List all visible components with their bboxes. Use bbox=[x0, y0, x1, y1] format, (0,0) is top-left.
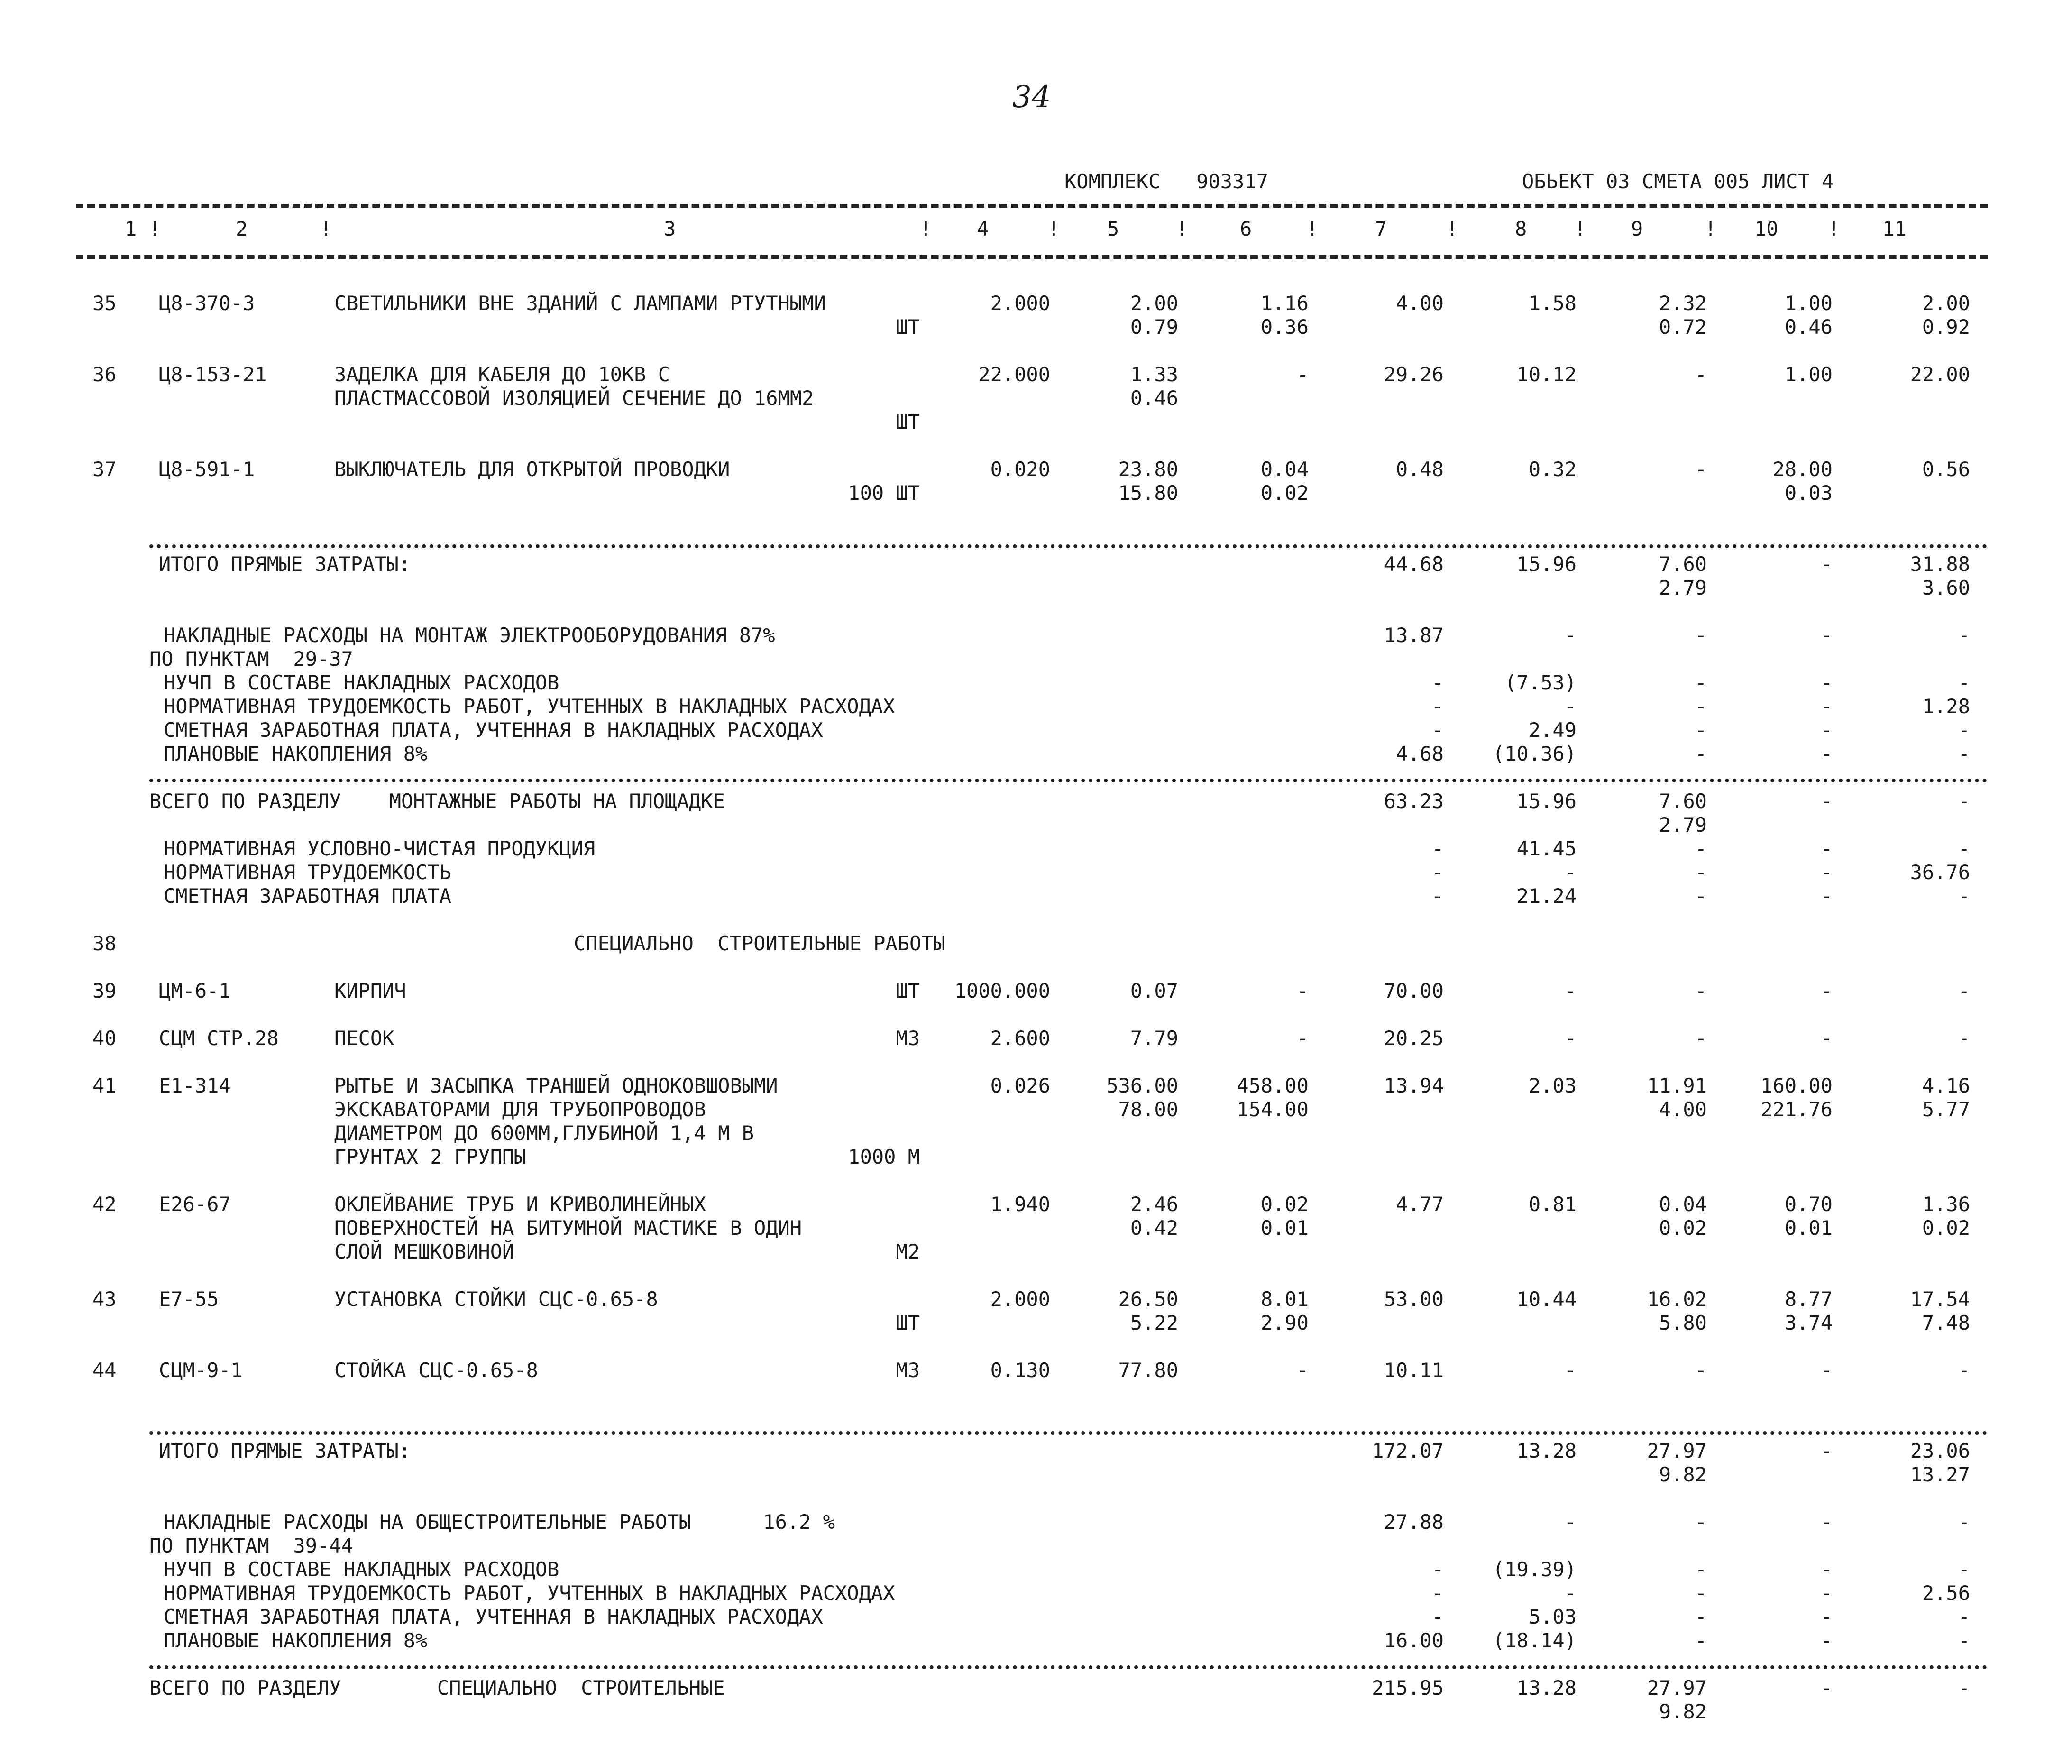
row-unit: ШТ bbox=[896, 1311, 920, 1334]
total-c10: - bbox=[1820, 1439, 1833, 1462]
section-total-c10: - bbox=[1820, 1676, 1833, 1700]
row-c9: - bbox=[1695, 1359, 1707, 1382]
overhead-c10: - bbox=[1820, 1510, 1833, 1534]
column-header-label: ! bbox=[1705, 217, 1717, 240]
total-c7: 172.07 bbox=[1372, 1439, 1444, 1462]
row-unit: М3 bbox=[896, 1027, 920, 1050]
norm-line: НОРМАТИВНАЯ УСЛОВНО-ЧИСТАЯ ПРОДУКЦИЯ bbox=[164, 837, 596, 860]
row-number: 38 bbox=[92, 932, 117, 955]
row-c4: 1.940 bbox=[990, 1193, 1050, 1216]
column-header-label: 8 bbox=[1515, 217, 1527, 240]
row-c4: 2.600 bbox=[990, 1027, 1050, 1050]
row-c11: 2.00 bbox=[1922, 292, 1970, 315]
overhead-c11: - bbox=[1958, 1558, 1970, 1581]
overhead-c9: - bbox=[1695, 1558, 1707, 1581]
row-c6: - bbox=[1296, 1359, 1309, 1382]
row-c8: 1.58 bbox=[1528, 292, 1577, 315]
column-header-label: 9 bbox=[1631, 217, 1643, 240]
row-c7: 29.26 bbox=[1384, 363, 1444, 386]
overhead-line: НАКЛАДНЫЕ РАСХОДЫ НА МОНТАЖ ЭЛЕКТРООБОРУДОВАНИЯ 87% bbox=[164, 624, 775, 647]
row-c6: 2.90 bbox=[1260, 1311, 1309, 1334]
total-c7: 44.68 bbox=[1384, 552, 1444, 576]
row-code: Е26-67 bbox=[159, 1193, 231, 1216]
column-header-label: 2 bbox=[236, 217, 248, 240]
row-c11: - bbox=[1958, 1359, 1970, 1382]
total-c8: 13.28 bbox=[1516, 1439, 1577, 1462]
overhead-c8: 5.03 bbox=[1528, 1605, 1577, 1628]
overhead-c9: - bbox=[1695, 1605, 1707, 1628]
row-c11: - bbox=[1958, 1027, 1970, 1050]
section-total-c8: 15.96 bbox=[1516, 790, 1577, 813]
total-c9: 2.79 bbox=[1659, 576, 1707, 599]
row-description: СВЕТИЛЬНИКИ ВНЕ ЗДАНИЙ С ЛАМПАМИ РТУТНЫМИ bbox=[334, 292, 826, 315]
overhead-c7: 4.68 bbox=[1395, 742, 1444, 765]
section-total-c10: - bbox=[1820, 790, 1833, 813]
row-c10: 0.01 bbox=[1784, 1216, 1833, 1240]
overhead-line: ПЛАНОВЫЕ НАКОПЛЕНИЯ 8% bbox=[164, 1629, 428, 1652]
overhead-c11: 1.28 bbox=[1922, 695, 1970, 718]
row-c10: - bbox=[1820, 1027, 1833, 1050]
row-c6: 0.02 bbox=[1260, 1193, 1309, 1216]
row-c8: 0.32 bbox=[1528, 458, 1577, 481]
overhead-c9: - bbox=[1695, 1581, 1707, 1605]
row-c4: 0.020 bbox=[990, 458, 1050, 481]
row-number: 42 bbox=[92, 1193, 117, 1216]
header-complex: КОМПЛЕКС 903317 bbox=[1064, 170, 1268, 193]
row-c11: 0.92 bbox=[1922, 315, 1970, 339]
overhead-c9: - bbox=[1695, 742, 1707, 765]
section-total-c7: 63.23 bbox=[1384, 790, 1444, 813]
row-c10: 1.00 bbox=[1784, 292, 1833, 315]
row-c10: 8.77 bbox=[1784, 1287, 1833, 1311]
row-code: Ц8-370-3 bbox=[159, 292, 255, 315]
section-total-label: ВСЕГО ПО РАЗДЕЛУ МОНТАЖНЫЕ РАБОТЫ НА ПЛОЩАДКЕ bbox=[149, 790, 725, 813]
row-unit: ШТ bbox=[896, 979, 920, 1002]
row-c8: - bbox=[1564, 1027, 1577, 1050]
overhead-line: СМЕТНАЯ ЗАРАБОТНАЯ ПЛАТА, УЧТЕННАЯ В НАКЛАДНЫХ РАСХОДАХ bbox=[164, 1605, 823, 1628]
row-description: СЛОЙ МЕШКОВИНОЙ bbox=[334, 1240, 514, 1263]
row-c11: - bbox=[1958, 979, 1970, 1002]
total-c8: 15.96 bbox=[1516, 552, 1577, 576]
overhead-c10: - bbox=[1820, 624, 1833, 647]
row-c7: 53.00 bbox=[1384, 1287, 1444, 1311]
dotted-rule bbox=[149, 1665, 1988, 1669]
row-number: 37 bbox=[92, 458, 117, 481]
overhead-c11: - bbox=[1958, 624, 1970, 647]
row-c9: 0.02 bbox=[1659, 1216, 1707, 1240]
column-header-label: ! bbox=[1048, 217, 1060, 240]
overhead-line: ПЛАНОВЫЕ НАКОПЛЕНИЯ 8% bbox=[164, 742, 428, 765]
overhead-c7: - bbox=[1431, 671, 1444, 694]
overhead-line: ПО ПУНКТАМ 29-37 bbox=[149, 647, 353, 671]
section-total-c9: 7.60 bbox=[1659, 790, 1707, 813]
header-rule-bottom bbox=[76, 255, 1988, 259]
row-c11: 1.36 bbox=[1922, 1193, 1970, 1216]
row-c5: 15.80 bbox=[1118, 481, 1178, 505]
norm-c11: 36.76 bbox=[1910, 861, 1970, 884]
row-c11: 4.16 bbox=[1922, 1074, 1970, 1097]
section-total-c8: 13.28 bbox=[1516, 1676, 1577, 1700]
total-c11: 3.60 bbox=[1922, 576, 1970, 599]
row-c8: 10.44 bbox=[1516, 1287, 1577, 1311]
row-c10: 221.76 bbox=[1760, 1098, 1833, 1121]
overhead-c8: (19.39) bbox=[1492, 1558, 1577, 1581]
row-c11: 17.54 bbox=[1910, 1287, 1970, 1311]
norm-c8: 21.24 bbox=[1516, 884, 1577, 908]
row-c7: 10.11 bbox=[1384, 1359, 1444, 1382]
row-description: ГРУНТАХ 2 ГРУППЫ bbox=[334, 1145, 526, 1168]
row-number: 41 bbox=[92, 1074, 117, 1097]
row-c5: 78.00 bbox=[1118, 1098, 1178, 1121]
total-label: ИТОГО ПРЯМЫЕ ЗАТРАТЫ: bbox=[159, 552, 411, 576]
row-c5: 77.80 bbox=[1118, 1359, 1178, 1382]
overhead-c8: - bbox=[1564, 1581, 1577, 1605]
row-number: 36 bbox=[92, 363, 117, 386]
row-number: 35 bbox=[92, 292, 117, 315]
row-c5: 0.42 bbox=[1130, 1216, 1178, 1240]
overhead-c8: (10.36) bbox=[1492, 742, 1577, 765]
section-total-c9: 9.82 bbox=[1659, 1700, 1707, 1723]
overhead-c11: - bbox=[1958, 1510, 1970, 1534]
row-c4: 1000.000 bbox=[954, 979, 1050, 1002]
column-header-label: 4 bbox=[977, 217, 989, 240]
row-c11: 0.56 bbox=[1922, 458, 1970, 481]
row-code: ЦМ-6-1 bbox=[159, 979, 231, 1002]
row-description: ОКЛЕЙВАНИЕ ТРУБ И КРИВОЛИНЕЙНЫХ bbox=[334, 1193, 706, 1216]
row-description: ПЕСОК bbox=[334, 1027, 394, 1050]
overhead-c10: - bbox=[1820, 1581, 1833, 1605]
section-total-c7: 215.95 bbox=[1372, 1676, 1444, 1700]
row-c8: 2.03 bbox=[1528, 1074, 1577, 1097]
total-c9: 27.97 bbox=[1647, 1439, 1707, 1462]
overhead-c11: - bbox=[1958, 1629, 1970, 1652]
total-c10: - bbox=[1820, 552, 1833, 576]
overhead-line: НУЧП В СОСТАВЕ НАКЛАДНЫХ РАСХОДОВ bbox=[164, 1558, 559, 1581]
row-number: 43 bbox=[92, 1287, 117, 1311]
overhead-c7: - bbox=[1431, 1558, 1444, 1581]
row-description: ЗАДЕЛКА ДЛЯ КАБЕЛЯ ДО 10КВ С bbox=[334, 363, 670, 386]
total-c11: 31.88 bbox=[1910, 552, 1970, 576]
overhead-line: НАКЛАДНЫЕ РАСХОДЫ НА ОБЩЕСТРОИТЕЛЬНЫЕ РАБОТЫ 16.2 % bbox=[164, 1510, 835, 1534]
norm-c7: - bbox=[1431, 884, 1444, 908]
row-c5: 7.79 bbox=[1130, 1027, 1178, 1050]
row-c4: 0.026 bbox=[990, 1074, 1050, 1097]
row-description: ПЛАСТМАССОВОЙ ИЗОЛЯЦИЕЙ СЕЧЕНИЕ ДО 16ММ2 bbox=[334, 386, 814, 410]
overhead-c10: - bbox=[1820, 1558, 1833, 1581]
overhead-c8: - bbox=[1564, 695, 1577, 718]
overhead-c7: 27.88 bbox=[1384, 1510, 1444, 1534]
row-c6: 1.16 bbox=[1260, 292, 1309, 315]
column-header-label: ! bbox=[320, 217, 332, 240]
section-total-c11: - bbox=[1958, 790, 1970, 813]
overhead-c7: - bbox=[1431, 718, 1444, 742]
row-c8: 0.81 bbox=[1528, 1193, 1577, 1216]
row-c4: 2.000 bbox=[990, 1287, 1050, 1311]
column-header-label: ! bbox=[1306, 217, 1319, 240]
row-c9: 0.04 bbox=[1659, 1193, 1707, 1216]
overhead-line: ПО ПУНКТАМ 39-44 bbox=[149, 1534, 353, 1557]
row-c6: 8.01 bbox=[1260, 1287, 1309, 1311]
column-header-label: 11 bbox=[1882, 217, 1907, 240]
row-c10: 28.00 bbox=[1772, 458, 1833, 481]
norm-c9: - bbox=[1695, 837, 1707, 860]
norm-c9: - bbox=[1695, 861, 1707, 884]
row-c10: 0.70 bbox=[1784, 1193, 1833, 1216]
row-c6: 458.00 bbox=[1237, 1074, 1309, 1097]
overhead-c10: - bbox=[1820, 718, 1833, 742]
row-unit: М3 bbox=[896, 1359, 920, 1382]
section-total-c11: - bbox=[1958, 1676, 1970, 1700]
overhead-c7: - bbox=[1431, 695, 1444, 718]
overhead-c10: - bbox=[1820, 1629, 1833, 1652]
overhead-c8: (7.53) bbox=[1504, 671, 1577, 694]
dotted-rule bbox=[149, 544, 1988, 548]
row-c6: - bbox=[1296, 363, 1309, 386]
row-description: КИРПИЧ bbox=[334, 979, 406, 1002]
overhead-c8: 2.49 bbox=[1528, 718, 1577, 742]
column-header-label: 7 bbox=[1375, 217, 1387, 240]
overhead-c7: - bbox=[1431, 1605, 1444, 1628]
row-c10: 160.00 bbox=[1760, 1074, 1833, 1097]
overhead-c7: - bbox=[1431, 1581, 1444, 1605]
row-c5: 536.00 bbox=[1106, 1074, 1178, 1097]
overhead-c9: - bbox=[1695, 1629, 1707, 1652]
row-c5: 2.46 bbox=[1130, 1193, 1178, 1216]
row-c9: - bbox=[1695, 458, 1707, 481]
overhead-line: СМЕТНАЯ ЗАРАБОТНАЯ ПЛАТА, УЧТЕННАЯ В НАКЛАДНЫХ РАСХОДАХ bbox=[164, 718, 823, 742]
row-c11: 5.77 bbox=[1922, 1098, 1970, 1121]
row-unit: 100 ШТ bbox=[848, 481, 920, 505]
header-object: ОБЬЕКТ 03 СМЕТА 005 ЛИСТ 4 bbox=[1522, 170, 1834, 193]
row-c9: 5.80 bbox=[1659, 1311, 1707, 1334]
row-c10: 0.03 bbox=[1784, 481, 1833, 505]
overhead-c10: - bbox=[1820, 695, 1833, 718]
row-c5: 0.07 bbox=[1130, 979, 1178, 1002]
row-c9: - bbox=[1695, 363, 1707, 386]
norm-c9: - bbox=[1695, 884, 1707, 908]
row-c5: 5.22 bbox=[1130, 1311, 1178, 1334]
dotted-rule bbox=[149, 1431, 1988, 1435]
row-c5: 1.33 bbox=[1130, 363, 1178, 386]
total-c11: 13.27 bbox=[1910, 1463, 1970, 1486]
column-header-label: ! bbox=[1574, 217, 1586, 240]
column-header-label: ! bbox=[1176, 217, 1188, 240]
overhead-c10: - bbox=[1820, 671, 1833, 694]
total-label: ИТОГО ПРЯМЫЕ ЗАТРАТЫ: bbox=[159, 1439, 411, 1462]
overhead-c11: - bbox=[1958, 671, 1970, 694]
row-description: ВЫКЛЮЧАТЕЛЬ ДЛЯ ОТКРЫТОЙ ПРОВОДКИ bbox=[334, 458, 730, 481]
overhead-c11: - bbox=[1958, 718, 1970, 742]
row-c5: 2.00 bbox=[1130, 292, 1178, 315]
row-unit: ШТ bbox=[896, 410, 920, 433]
overhead-c8: (18.14) bbox=[1492, 1629, 1577, 1652]
row-c6: 0.02 bbox=[1260, 481, 1309, 505]
overhead-line: НУЧП В СОСТАВЕ НАКЛАДНЫХ РАСХОДОВ bbox=[164, 671, 559, 694]
norm-c7: - bbox=[1431, 837, 1444, 860]
section-total-c9: 27.97 bbox=[1647, 1676, 1707, 1700]
row-c10: 3.74 bbox=[1784, 1311, 1833, 1334]
row-c9: 4.00 bbox=[1659, 1098, 1707, 1121]
norm-c7: - bbox=[1431, 861, 1444, 884]
row-c6: - bbox=[1296, 979, 1309, 1002]
row-c10: 1.00 bbox=[1784, 363, 1833, 386]
row-number: 39 bbox=[92, 979, 117, 1002]
overhead-c10: - bbox=[1820, 1605, 1833, 1628]
row-c6: 154.00 bbox=[1237, 1098, 1309, 1121]
norm-line: НОРМАТИВНАЯ ТРУДОЕМКОСТЬ bbox=[164, 861, 451, 884]
row-c5: 0.46 bbox=[1130, 386, 1178, 410]
norm-c8: 41.45 bbox=[1516, 837, 1577, 860]
row-code: СЦМ СТР.28 bbox=[159, 1027, 279, 1050]
row-c4: 2.000 bbox=[990, 292, 1050, 315]
norm-c11: - bbox=[1958, 884, 1970, 908]
overhead-c11: - bbox=[1958, 1605, 1970, 1628]
row-c7: 13.94 bbox=[1384, 1074, 1444, 1097]
row-c10: - bbox=[1820, 1359, 1833, 1382]
overhead-line: НОРМАТИВНАЯ ТРУДОЕМКОСТЬ РАБОТ, УЧТЕННЫХ В НАКЛАДНЫХ РАСХОДАХ bbox=[164, 695, 895, 718]
overhead-c9: - bbox=[1695, 624, 1707, 647]
total-c9: 9.82 bbox=[1659, 1463, 1707, 1486]
total-c9: 7.60 bbox=[1659, 552, 1707, 576]
row-description: ЭКСКАВАТОРАМИ ДЛЯ ТРУБОПРОВОДОВ bbox=[334, 1098, 706, 1121]
norm-c8: - bbox=[1564, 861, 1577, 884]
row-c7: 4.00 bbox=[1395, 292, 1444, 315]
row-c7: 0.48 bbox=[1395, 458, 1444, 481]
section-title: СПЕЦИАЛЬНО СТРОИТЕЛЬНЫЕ РАБОТЫ bbox=[574, 932, 945, 955]
row-c11: 0.02 bbox=[1922, 1216, 1970, 1240]
column-header-label: ! bbox=[1828, 217, 1840, 240]
row-c7: 70.00 bbox=[1384, 979, 1444, 1002]
row-c11: 7.48 bbox=[1922, 1311, 1970, 1334]
norm-c11: - bbox=[1958, 837, 1970, 860]
column-header-label: 6 bbox=[1240, 217, 1252, 240]
row-description: ДИАМЕТРОМ ДО 600ММ,ГЛУБИНОЙ 1,4 М В bbox=[334, 1121, 754, 1145]
section-total-c9: 2.79 bbox=[1659, 813, 1707, 836]
row-c7: 4.77 bbox=[1395, 1193, 1444, 1216]
column-header-label: 1 ! bbox=[125, 217, 161, 240]
row-c8: 10.12 bbox=[1516, 363, 1577, 386]
overhead-c9: - bbox=[1695, 1510, 1707, 1534]
row-c9: 16.02 bbox=[1647, 1287, 1707, 1311]
row-number: 40 bbox=[92, 1027, 117, 1050]
row-code: Е1-314 bbox=[159, 1074, 231, 1097]
row-c4: 22.000 bbox=[978, 363, 1050, 386]
overhead-c11: - bbox=[1958, 742, 1970, 765]
row-c5: 0.79 bbox=[1130, 315, 1178, 339]
header-rule-top bbox=[76, 204, 1988, 208]
column-header-label: ! bbox=[920, 217, 932, 240]
total-c11: 23.06 bbox=[1910, 1439, 1970, 1462]
row-c8: - bbox=[1564, 1359, 1577, 1382]
row-code: Ц8-591-1 bbox=[159, 458, 255, 481]
overhead-c9: - bbox=[1695, 695, 1707, 718]
row-unit: М2 bbox=[896, 1240, 920, 1263]
row-c9: 0.72 bbox=[1659, 315, 1707, 339]
row-description: ПОВЕРХНОСТЕЙ НА БИТУМНОЙ МАСТИКЕ В ОДИН bbox=[334, 1216, 802, 1240]
row-c9: - bbox=[1695, 1027, 1707, 1050]
row-c6: - bbox=[1296, 1027, 1309, 1050]
row-c8: - bbox=[1564, 979, 1577, 1002]
row-c10: - bbox=[1820, 979, 1833, 1002]
row-description: СТОЙКА СЦС-0.65-8 bbox=[334, 1359, 538, 1382]
row-c4: 0.130 bbox=[990, 1359, 1050, 1382]
row-number: 44 bbox=[92, 1359, 117, 1382]
row-c9: 2.32 bbox=[1659, 292, 1707, 315]
row-unit: 1000 М bbox=[848, 1145, 920, 1168]
row-c6: 0.04 bbox=[1260, 458, 1309, 481]
row-c6: 0.36 bbox=[1260, 315, 1309, 339]
column-header-label: 5 bbox=[1107, 217, 1119, 240]
column-header-label: ! bbox=[1446, 217, 1458, 240]
norm-c10: - bbox=[1820, 861, 1833, 884]
page-number: 34 bbox=[1012, 80, 1051, 115]
overhead-c7: 13.87 bbox=[1384, 624, 1444, 647]
row-c10: 0.46 bbox=[1784, 315, 1833, 339]
overhead-c9: - bbox=[1695, 671, 1707, 694]
row-c11: 22.00 bbox=[1910, 363, 1970, 386]
overhead-c8: - bbox=[1564, 624, 1577, 647]
overhead-line: НОРМАТИВНАЯ ТРУДОЕМКОСТЬ РАБОТ, УЧТЕННЫХ В НАКЛАДНЫХ РАСХОДАХ bbox=[164, 1581, 895, 1605]
column-header-label: 3 bbox=[664, 217, 676, 240]
row-c9: - bbox=[1695, 979, 1707, 1002]
row-description: РЫТЬЕ И ЗАСЫПКА ТРАНШЕЙ ОДНОКОВШОВЫМИ bbox=[334, 1074, 778, 1097]
row-description: УСТАНОВКА СТОЙКИ СЦС-0.65-8 bbox=[334, 1287, 658, 1311]
section-total-label: ВСЕГО ПО РАЗДЕЛУ СПЕЦИАЛЬНО СТРОИТЕЛЬНЫЕ bbox=[149, 1676, 725, 1700]
overhead-c11: 2.56 bbox=[1922, 1581, 1970, 1605]
row-c7: 20.25 bbox=[1384, 1027, 1444, 1050]
row-c5: 23.80 bbox=[1118, 458, 1178, 481]
row-code: Е7-55 bbox=[159, 1287, 219, 1311]
column-header-label: 10 bbox=[1754, 217, 1779, 240]
overhead-c8: - bbox=[1564, 1510, 1577, 1534]
overhead-c9: - bbox=[1695, 718, 1707, 742]
dotted-rule bbox=[149, 779, 1988, 782]
norm-line: СМЕТНАЯ ЗАРАБОТНАЯ ПЛАТА bbox=[164, 884, 451, 908]
row-c9: 11.91 bbox=[1647, 1074, 1707, 1097]
norm-c10: - bbox=[1820, 884, 1833, 908]
row-code: СЦМ-9-1 bbox=[159, 1359, 243, 1382]
norm-c10: - bbox=[1820, 837, 1833, 860]
row-c6: 0.01 bbox=[1260, 1216, 1309, 1240]
row-code: Ц8-153-21 bbox=[159, 363, 267, 386]
row-c5: 26.50 bbox=[1118, 1287, 1178, 1311]
overhead-c7: 16.00 bbox=[1384, 1629, 1444, 1652]
row-unit: ШТ bbox=[896, 315, 920, 339]
overhead-c10: - bbox=[1820, 742, 1833, 765]
